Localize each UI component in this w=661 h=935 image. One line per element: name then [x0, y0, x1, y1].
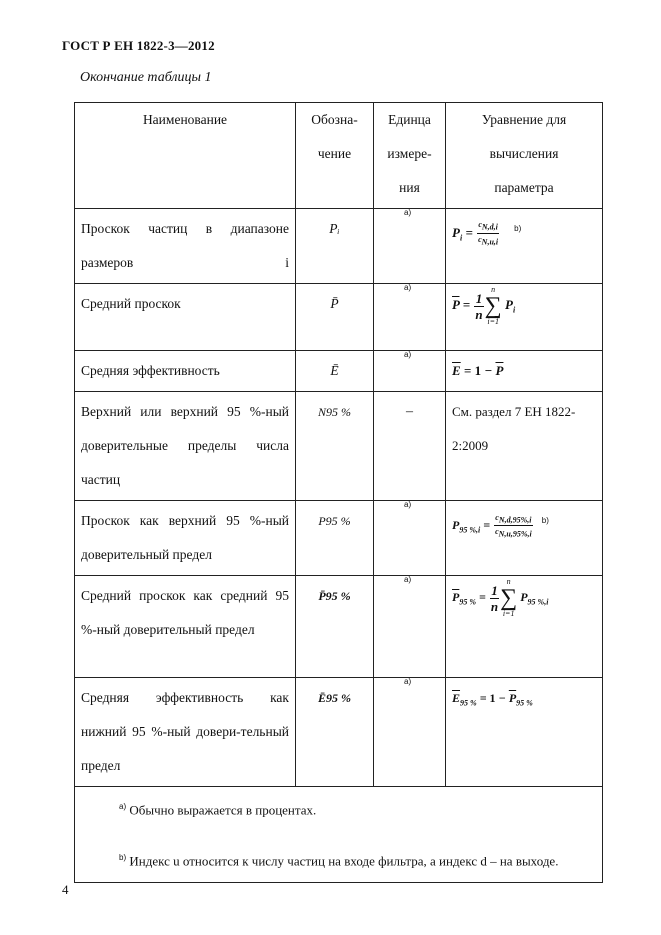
param-unit [374, 284, 446, 351]
footnote-mark: b) [514, 224, 522, 233]
param-symbol: Ē [296, 351, 374, 392]
formula-display: $\overline{P}$ = $\frac{1}{n}$ n ∑ i=1 $P_i$ [452, 285, 516, 326]
param-name: Верхний или верхний 95 %-ный доверительные пределы числа частиц [75, 392, 296, 501]
formula-display: $\overline{E}_{95 \%} = 1 - \overline{P}_{95 \%}$ [452, 691, 533, 708]
formula-display: $P_i$ = $\frac{c_{N,d,i}}{c_{N,u,i}}$ [452, 220, 499, 247]
param-name: Проскок как верхний 95 %-ный доверительный предел [75, 501, 296, 576]
param-formula [446, 576, 603, 678]
footnote-mark: b) [541, 516, 549, 525]
param-symbol: P̄95 % [296, 576, 374, 678]
footnote-mark: a) [404, 500, 412, 509]
table-caption: Окончание таблицы 1 [80, 70, 212, 85]
param-formula [446, 351, 603, 392]
table-row [75, 209, 603, 284]
header-unit: Единца измере- ния [374, 103, 446, 209]
table-notes [75, 787, 603, 883]
table-header-row [75, 103, 603, 209]
param-formula [446, 678, 603, 787]
footnote-mark: a) [404, 575, 412, 584]
footnote-mark: a) [404, 208, 412, 217]
header-equation: Уравнение для вычисления параметра [446, 103, 603, 209]
param-formula [446, 209, 603, 284]
table-row [75, 576, 603, 678]
table-row [75, 351, 603, 392]
table-row [75, 501, 603, 576]
param-unit [374, 576, 446, 678]
note-b: $^{b)}$ Индекс u относится к числу частиц на входе фильтра, а индекс d – на выходе. [119, 853, 559, 869]
header-symbol: Обозна- чение [296, 103, 374, 209]
document-code: ГОСТ Р ЕН 1822-3—2012 [62, 38, 215, 53]
footnote-mark: a) [404, 350, 412, 359]
table-row [75, 284, 603, 351]
param-name: Средняя эффективность как нижний 95 %-ный довери-тельный предел [75, 678, 296, 787]
param-symbol: Pᵢ [296, 209, 374, 284]
param-symbol: P95 % [296, 501, 374, 576]
param-unit [374, 209, 446, 284]
formula-display: $P_{95 \%,i}$ = $\frac{c_{N,d,95\%,i}}{c_{N,u,95\%,i}}$ [452, 512, 532, 539]
param-name: Проскок частиц в диапазоне размеров i [75, 209, 296, 284]
param-symbol: Ē95 % [296, 678, 374, 787]
param-symbol: N95 % [296, 392, 374, 501]
page-number: 4 [62, 882, 69, 897]
param-name: Средний проскок как средний 95 %-ный доверительный предел [75, 576, 296, 678]
param-name: Средняя эффективность [75, 351, 296, 392]
header-name: Наименование [75, 103, 296, 209]
footnote-mark: a) [404, 677, 412, 686]
param-formula [446, 284, 603, 351]
note-a: $^{a)}$ Обычно выражается в процентах. [119, 802, 317, 818]
param-formula [446, 501, 603, 576]
param-unit: – [374, 392, 446, 501]
table-row [75, 678, 603, 787]
parameters-table [74, 102, 603, 883]
param-unit [374, 678, 446, 787]
notes-row [75, 787, 603, 883]
formula-display: $\overline{P}_{95 \%}$ = $\frac{1}{n}$ n ∑ i=1 $P_{95 \%,i}$ [452, 577, 549, 618]
formula-display: $\overline{E} = 1 - \overline{P}$ [452, 363, 504, 378]
param-symbol: P̄ [296, 284, 374, 351]
table-row [75, 392, 603, 501]
param-name: Средний проскок [75, 284, 296, 351]
param-unit [374, 501, 446, 576]
param-reference: См. раздел 7 ЕН 1822-2:2009 [446, 392, 603, 501]
footnote-mark: a) [404, 283, 412, 292]
param-unit [374, 351, 446, 392]
